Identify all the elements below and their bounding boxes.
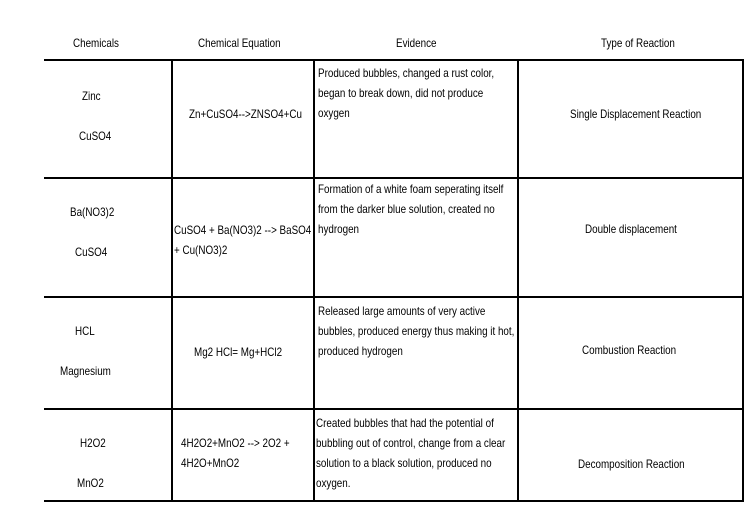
header-evidence: Evidence [396, 36, 437, 50]
row2-evidence-line-1: Formation of a white foam seperating itself [318, 182, 504, 196]
row4-equation [181, 433, 320, 473]
row2-equation-line-1: CuSO4 + Ba(NO3)2 --> BaSO4 [174, 223, 312, 237]
row-divider-bottom [44, 500, 744, 502]
row-divider-3 [44, 408, 744, 410]
row3-evidence-line-1: Released large amounts of very active [318, 304, 486, 318]
row2-chemical-1: Ba(NO3)2 [70, 205, 115, 219]
row4-chemical-1: H2O2 [80, 436, 106, 450]
row1-evidence [318, 63, 515, 123]
row4-evidence-line-3: solution to a black solution, produced no [316, 456, 492, 470]
row2-evidence-line-3: hydrogen [318, 222, 360, 236]
row3-reaction-type: Combustion Reaction [582, 343, 677, 357]
header-chemicals: Chemicals [73, 36, 119, 50]
row2-evidence-line-2: from the darker blue solution, created no [318, 202, 495, 216]
column-divider-right [742, 60, 744, 501]
row1-evidence-line-1: Produced bubbles, changed a rust color, [318, 66, 495, 80]
row3-evidence [318, 301, 515, 361]
row2-reaction-type: Double displacement [585, 222, 677, 236]
row1-evidence-line-2: began to break down, did not produce [318, 86, 484, 100]
row4-evidence-line-1: Created bubbles that had the potential of [316, 416, 494, 430]
row3-equation: Mg2 HCl= Mg+HCl2 [194, 345, 283, 359]
row1-equation: Zn+CuSO4-->ZNSO4+Cu [189, 107, 302, 121]
column-divider-1 [171, 60, 173, 501]
row4-evidence-line-4: oxygen. [316, 476, 351, 490]
row3-chemical-2: Magnesium [60, 364, 111, 378]
row4-evidence [316, 413, 513, 493]
row1-chemical-2: CuSO4 [79, 129, 112, 143]
row-divider-header [44, 59, 744, 61]
row2-equation [174, 220, 322, 260]
header-type-of-reaction: Type of Reaction [601, 36, 675, 50]
row3-chemical-1: HCL [75, 324, 95, 338]
row2-evidence [318, 179, 515, 239]
row4-equation-line-2: 4H2O+MnO2 [181, 456, 240, 470]
row1-reaction-type: Single Displacement Reaction [570, 107, 702, 121]
row4-equation-line-1: 4H2O2+MnO2 --> 2O2 + [181, 436, 290, 450]
row3-evidence-line-3: produced hydrogen [318, 344, 403, 358]
row4-chemical-2: MnO2 [77, 476, 104, 490]
row2-equation-line-2: + Cu(NO3)2 [174, 243, 228, 257]
column-divider-3 [517, 60, 519, 501]
row1-evidence-line-3: oxygen [318, 106, 350, 120]
row4-evidence-line-2: bubbling out of control, change from a clear [316, 436, 506, 450]
row2-chemical-2: CuSO4 [75, 245, 108, 259]
row4-reaction-type: Decomposition Reaction [578, 457, 685, 471]
header-chemical-equation: Chemical Equation [198, 36, 281, 50]
row-divider-2 [44, 296, 744, 298]
row1-chemical-1: Zinc [82, 89, 101, 103]
row3-evidence-line-2: bubbles, produced energy thus making it hot, [318, 324, 515, 338]
